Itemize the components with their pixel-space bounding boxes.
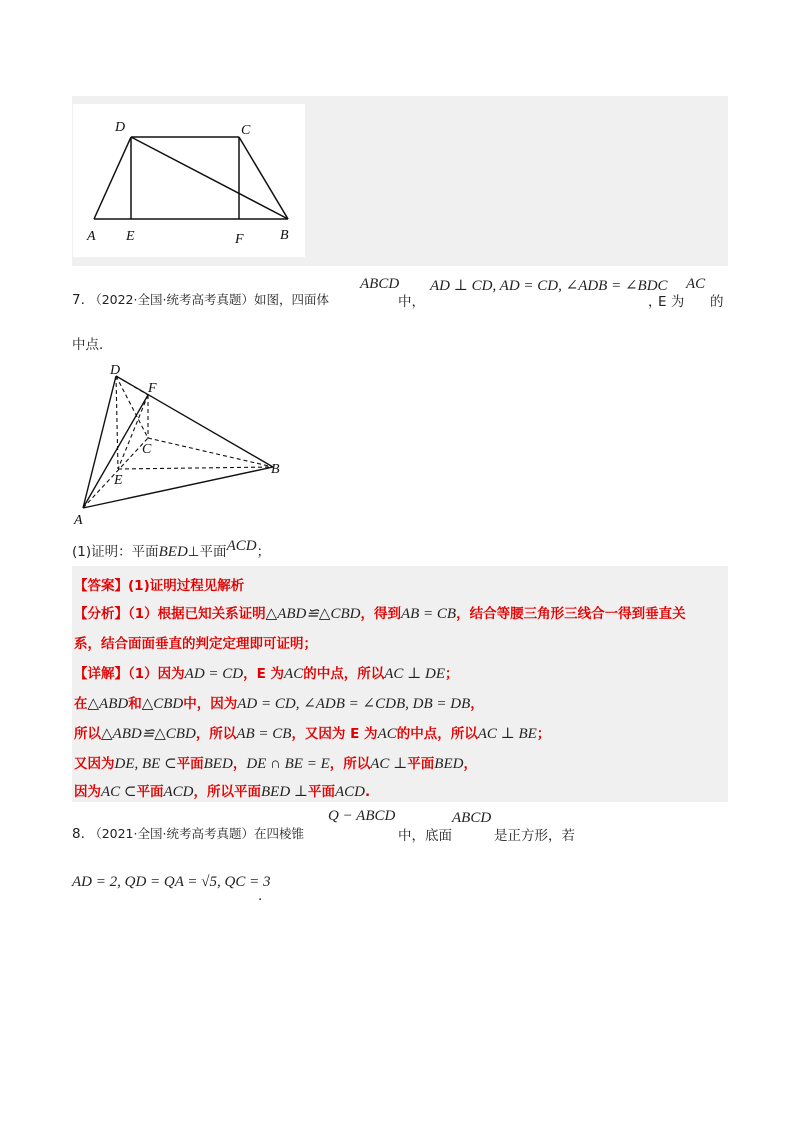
detail2-b: 和 — [128, 696, 142, 712]
edge-EB — [118, 467, 273, 469]
q8-pyramid: Q − ABCD — [328, 808, 396, 824]
label-F: F — [148, 381, 157, 396]
q7-comma: ， — [648, 294, 662, 310]
detail1-b: ，E 为 — [243, 666, 285, 682]
q7-number: 7. — [72, 292, 85, 308]
detail1-c: 的中点，所以 — [303, 666, 385, 682]
detail4-d: ，所以 — [329, 756, 371, 772]
edge-FE — [118, 395, 148, 469]
detail4-m4: AC ⊥ — [370, 756, 408, 772]
edge-AB — [83, 467, 273, 508]
detail-line2 — [74, 692, 484, 713]
part1-prefix: (1)证明：平面 — [72, 544, 159, 560]
q7-mid: 中， — [398, 294, 425, 310]
edge-DE — [116, 376, 118, 469]
tetrahedron-figure — [68, 358, 298, 528]
part1-bed: BED — [158, 544, 188, 560]
part1-acd: ACD — [226, 538, 257, 554]
q8-source: （2021·全国·统考高考真题）在四棱锥 — [89, 826, 304, 841]
detail1-a: 【详解】（1）因为 — [74, 666, 185, 682]
label-E: E — [114, 473, 123, 488]
edge-CB — [148, 438, 273, 467]
detail5-m1: AC ⊂ — [101, 784, 137, 800]
detail4-m5: BED — [434, 756, 464, 772]
q7-source: （2022·全国·统考高考真题）如图，四面体 — [89, 292, 329, 307]
detail1-m3: AC ⊥ DE — [384, 666, 445, 682]
analysis-line2: 系，结合面面垂直的判定定理即可证明； — [74, 636, 317, 652]
detail5-c: ，所以平面 — [193, 784, 261, 800]
detail-line4 — [74, 752, 477, 773]
q8-number: 8. — [72, 826, 85, 842]
detail4-c: ， — [232, 756, 247, 772]
detail1-d: ； — [445, 666, 459, 682]
detail2-a: 在 — [74, 696, 88, 712]
part1-perp: ⊥平面 — [187, 544, 227, 560]
label-B: B — [271, 462, 280, 477]
label-C: C — [142, 442, 152, 457]
q8-line1 — [72, 824, 304, 842]
detail3-e: ； — [536, 726, 551, 742]
detail2-m2: △CBD — [141, 696, 184, 712]
analysis-text-a: 【分析】（1）根据已知关系证明 — [74, 606, 266, 622]
q8-rest: 是正方形，若 — [494, 828, 575, 844]
part1-end: ； — [256, 544, 271, 560]
detail3-d: 的中点，所以 — [396, 726, 478, 742]
analysis-text-b: ，得到 — [360, 606, 401, 622]
detail4-b: 平面 — [176, 756, 204, 772]
answer-line: 【答案】(1)证明过程见解析 — [74, 578, 245, 594]
detail4-e: 平面 — [407, 756, 435, 772]
detail2-m3: AD = CD, ∠ADB = ∠CDB, DB = DB — [237, 696, 471, 712]
detail3-m3: AC — [377, 726, 397, 742]
q8-dot: . — [258, 888, 263, 904]
detail3-m4: AC ⊥ BE — [477, 726, 537, 742]
q7-ac: AC — [686, 276, 706, 292]
detail5-e: . — [365, 784, 371, 800]
detail2-m1: △ABD — [87, 696, 129, 712]
q7-condition: AD ⊥ CD, AD = CD, ∠ADB = ∠BDC — [430, 278, 668, 294]
trapezoid-figure — [73, 104, 305, 257]
detail3-a: 所以 — [74, 726, 101, 742]
detail5-b: 平面 — [136, 784, 164, 800]
label-C: C — [241, 123, 251, 138]
q7-line1 — [72, 290, 329, 308]
edge-DA — [83, 376, 116, 508]
analysis-text-c: ，结合等腰三角形三线合一得到垂直关 — [456, 606, 686, 622]
detail1-m2: AC — [284, 666, 304, 682]
detail5-m2: ACD — [163, 784, 194, 800]
detail4-m3: DE ∩ BE = E — [246, 756, 330, 772]
detail1-m1: AD = CD — [184, 666, 244, 682]
detail5-m3: BED ⊥ — [261, 784, 309, 800]
q8-base: ABCD — [452, 810, 492, 826]
q8-condition: AD = 2, QD = QA = √5, QC = 3 — [72, 874, 271, 890]
analysis-math-congruent: △ABD≌△CBD — [265, 606, 361, 622]
detail3-c: ，又因为 E 为 — [291, 726, 378, 742]
detail5-a: 因为 — [74, 784, 101, 800]
q7-tetra: ABCD — [360, 276, 400, 292]
label-A: A — [87, 229, 96, 244]
q8-mid: 中，底面 — [398, 828, 452, 844]
q7-of: 的 — [710, 294, 724, 310]
detail4-f: ， — [463, 756, 477, 772]
detail4-m1: DE, BE ⊂ — [114, 756, 177, 772]
label-F: F — [235, 232, 244, 247]
detail5-m4: ACD — [335, 784, 366, 800]
detail3-m2: AB = CB — [236, 726, 292, 742]
detail4-a: 又因为 — [74, 756, 115, 772]
label-D: D — [110, 363, 121, 378]
analysis-line1 — [74, 602, 686, 623]
label-A: A — [74, 513, 83, 528]
detail3-m1: △ABD≌△CBD — [101, 726, 196, 742]
label-B: B — [280, 228, 289, 243]
detail-line5 — [74, 780, 370, 801]
part1-line — [72, 540, 270, 561]
detail3-b: ，所以 — [195, 726, 237, 742]
label-E: E — [126, 229, 135, 244]
detail-line3 — [74, 722, 550, 743]
detail2-d: ， — [470, 696, 484, 712]
detail5-d: 平面 — [308, 784, 336, 800]
analysis-math-ab-cb: AB = CB — [400, 606, 457, 622]
label-D: D — [115, 120, 126, 135]
detail4-m2: BED — [203, 756, 233, 772]
detail-line1 — [74, 662, 459, 683]
detail2-c: 中，因为 — [183, 696, 238, 712]
edge-AF — [83, 395, 148, 508]
q7-line2: 中点． — [72, 337, 113, 353]
q7-e-is: E 为 — [658, 294, 685, 310]
